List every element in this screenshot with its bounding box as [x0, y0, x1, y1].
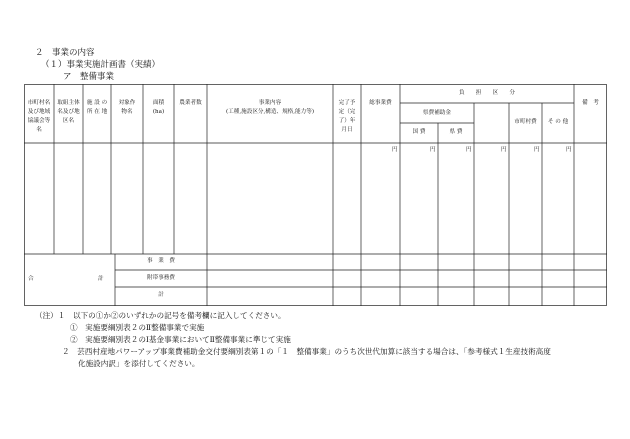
col-pref-subsidy: 県費補助金 [423, 110, 451, 116]
col-content: 事業内容 (工種,施設区分,構造、規格,能力等) [225, 100, 314, 115]
yen-municipal: 円 [534, 147, 540, 153]
col-other: そ の 他 [547, 119, 569, 125]
col-prefectural: 県 費 [449, 129, 463, 135]
col-municipality: 市町村名 及び地域 協議会等 名 [27, 100, 51, 133]
yen-total: 円 [392, 147, 398, 153]
col-area: 面積 (ha) [152, 100, 165, 115]
section-heading: ２ 事業の内容 [35, 48, 95, 58]
col-remarks: 備 考 [582, 100, 599, 106]
col-total-cost: 総事業費 [369, 100, 392, 106]
yen-other: 円 [566, 147, 572, 153]
note-2: ２ 芸西村産地パワーアップ事業費補助金交付要綱別表第１の「１ 整備事業」のうち次世代加算に該当する場合は、「参考様式１生産技術高度 [62, 347, 551, 356]
note-1b: ② 実施要綱別表２のⅠ基金事業においてⅡ整備事業に準じて実施 [70, 335, 291, 344]
col-target-crop: 対象作 物名 [118, 100, 136, 115]
col-implementer: 取組主体 名及び地 区名 [57, 100, 80, 124]
item-heading: ア 整備事業 [63, 72, 115, 82]
col-facility-location: 施 設 の 所 在 地 [86, 100, 108, 115]
plan-table [24, 84, 607, 306]
sum-label: 計 [158, 292, 164, 298]
note-2b: 化施設内訳」を添付してください。 [78, 359, 200, 368]
admin-cost-label: 附帯事務費 [147, 275, 175, 281]
project-cost-label: 事 業 費 [147, 258, 175, 264]
col-municipal: 市町村費 [514, 119, 537, 125]
col-burden-group: 負 担 区 分 [459, 90, 515, 96]
col-national: 国 費 [412, 129, 426, 135]
yen-national: 円 [430, 147, 436, 153]
yen-subsidy: 円 [501, 147, 507, 153]
col-farmers: 農業者数 [179, 100, 202, 106]
yen-prefectural: 円 [466, 147, 472, 153]
subsection-heading: （１）事業実施計画書（実績） [41, 60, 161, 70]
total-label: 合 [28, 276, 34, 282]
col-completion: 完了予 定（完 了）年 月日 [338, 100, 356, 133]
note-1a: ① 実施要綱別表２のⅡ整備事業で実施 [70, 323, 205, 332]
note-1: （注）１ 以下の①か②のいずれかの記号を備考欄に記入してください。 [35, 311, 286, 320]
total-label-2: 計 [98, 276, 104, 282]
